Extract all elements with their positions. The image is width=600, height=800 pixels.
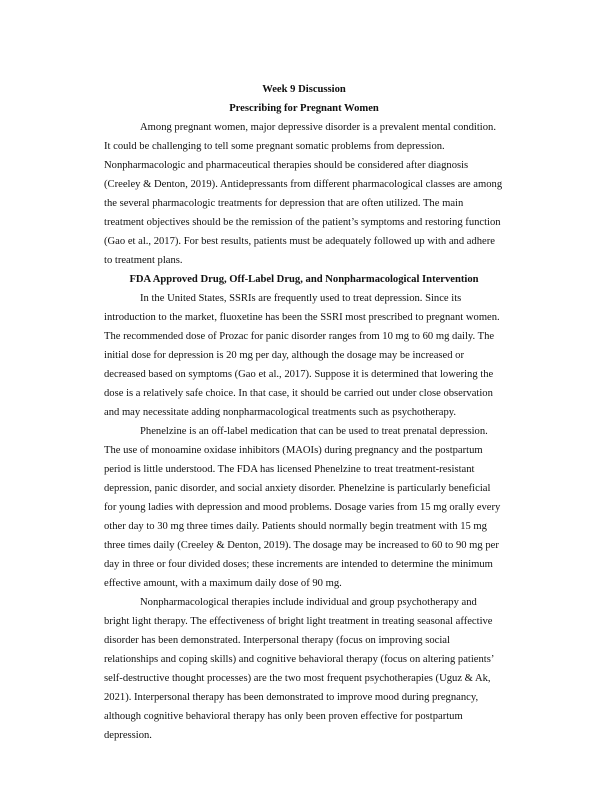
paragraph-ssri: In the United States, SSRIs are frequently used to treat depression. Since its introduction to the market, fluoxetine has been the SSRI most prescribed to pregnant women. The recommended dose of Prozac for panic disorder ranges from 10 mg to 60 mg daily. The initial dose for depression is 20 mg per day, although the dosage may be increased or decreased based on symptoms (Gao et al., 2017). Suppose it is determined that lowering the dose is a relatively safe choice. In that case, it should be carried out under close observation and may necessitate adding nonpharmacological treatments such as psychotherapy.: [104, 293, 500, 418]
document-body: [104, 80, 504, 745]
document-title: Week 9 Discussion: [262, 84, 346, 95]
paragraph-nonpharmacological: Nonpharmacological therapies include individual and group psychotherapy and bright light therapy. The effectiveness of bright light treatment in treating seasonal affective disorder has been demonstrated. Interpersonal therapy (focus on improving social relationships and coping skills) and cognitive behavioral therapy (focus on altering patients’ self-destructive thought processes) are the two most frequent psychotherapies (Uguz & Ak, 2021). Interpersonal therapy has been demonstrated to improve mood during pregnancy, although cognitive behavioral therapy has only been proven effective for postpartum depression.: [104, 597, 494, 741]
document-subtitle: Prescribing for Pregnant Women: [229, 103, 379, 114]
section-heading: FDA Approved Drug, Off-Label Drug, and Nonpharmacological Intervention: [129, 274, 479, 285]
paragraph-phenelzine: Phenelzine is an off-label medication that can be used to treat prenatal depression. The use of monoamine oxidase inhibitors (MAOIs) during pregnancy and the postpartum period is little understood. The FDA has licensed Phenelzine to treat treatment-resistant depression, panic disorder, and social anxiety disorder. Phenelzine is particularly beneficial for young ladies with depression and mood problems. Dosage varies from 15 mg orally every other day to 30 mg three times daily. Patients should normally begin treatment with 15 mg three times daily (Creeley & Denton, 2019). The dosage may be increased to 60 to 90 mg per day in three or four divided doses; these increments are intended to determine the minimum effective amount, with a maximum daily dose of 90 mg.: [104, 426, 501, 589]
paragraph-intro: Among pregnant women, major depressive disorder is a prevalent mental condition. It could be challenging to tell some pregnant somatic problems from depression. Nonpharmacologic and pharmaceutical therapies should be considered after diagnosis (Creeley & Denton, 2019). Antidepressants from different pharmacological classes are among the several pharmacologic treatments for depression that are often utilized. The main treatment objectives should be the remission of the patient’s symptoms and restoring function (Gao et al., 2017). For best results, patients must be adequately followed up with and adhere to treatment plans.: [104, 122, 503, 266]
